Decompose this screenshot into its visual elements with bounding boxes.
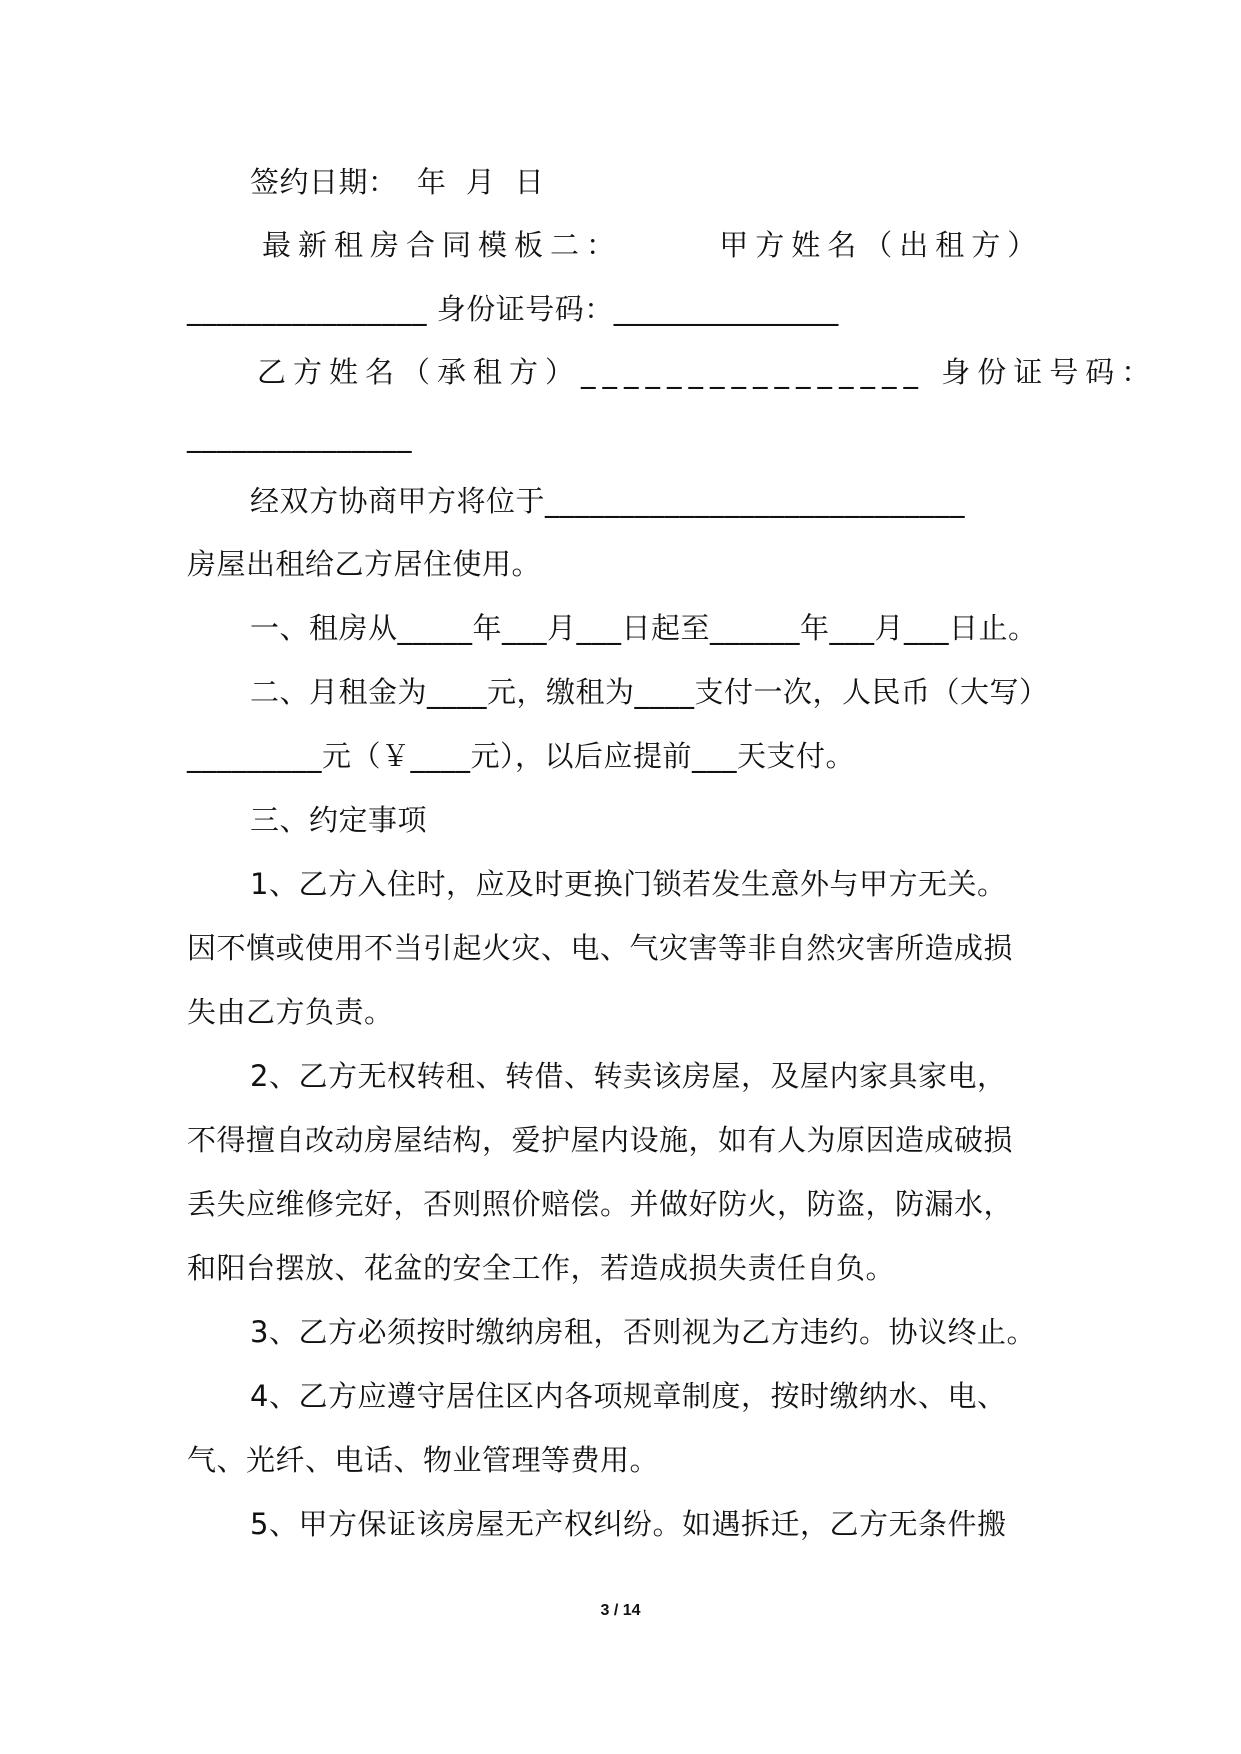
clause-2-line: 二、月租金为____元，缴租为____支付一次，人民币（大写） xyxy=(250,675,1049,709)
item-3-line: 3、乙方必须按时缴纳房租，否则视为乙方违约。协议终止。 xyxy=(250,1315,1036,1349)
item-2-line-2: 不得擅自改动房屋结构，爱护屋内设施，如有人为原因造成破损 xyxy=(187,1123,1014,1157)
item-4-line-1: 4、乙方应遵守居住区内各项规章制度，按时缴纳水、电、 xyxy=(250,1379,1007,1413)
clause-3-heading: 三、约定事项 xyxy=(250,803,428,837)
sign-date-line: 签约日期： 年 月 日 xyxy=(250,165,545,199)
item-5-line-1: 5、甲方保证该房屋无产权纠纷。如遇拆迁，乙方无条件搬 xyxy=(250,1507,1007,1541)
item-1-line-2: 因不慎或使用不当引起火灾、电、气灾害等非自然灾害所造成损 xyxy=(187,931,1014,965)
clause-2-continued: _________元（￥____元），以后应提前___天支付。 xyxy=(187,739,856,773)
page-number: 3 / 14 xyxy=(600,1602,641,1619)
item-1-line-1: 1、乙方入住时，应及时更换门锁若发生意外与甲方无关。 xyxy=(250,867,1007,901)
property-use-line: 房屋出租给乙方居住使用。 xyxy=(187,547,542,581)
party-a-id-line: ________________ 身份证号码：_______________ xyxy=(187,292,839,326)
item-2-line-1: 2、乙方无权转租、转借、转卖该房屋，及屋内家具家电， xyxy=(250,1059,1007,1093)
template-heading-line: 最新租房合同模板二： 甲方姓名（出租方） xyxy=(262,228,1044,262)
party-b-id-blank: _______________ xyxy=(187,419,412,453)
item-1-line-3: 失由乙方负责。 xyxy=(187,995,394,1029)
property-location-line: 经双方协商甲方将位于____________________________ xyxy=(250,484,966,518)
item-2-line-3: 丢失应维修完好，否则照价赔偿。并做好防火，防盗，防漏水， xyxy=(187,1187,1014,1221)
clause-1-line: 一、租房从_____年___月___日起至______年___月___日止。 xyxy=(250,611,1038,645)
party-b-line: 乙方姓名（承租方）________________ 身份证号码： xyxy=(257,355,1158,389)
item-2-line-4: 和阳台摆放、花盆的安全工作，若造成损失责任自负。 xyxy=(187,1251,896,1285)
item-4-line-2: 气、光纤、电话、物业管理等费用。 xyxy=(187,1443,660,1477)
